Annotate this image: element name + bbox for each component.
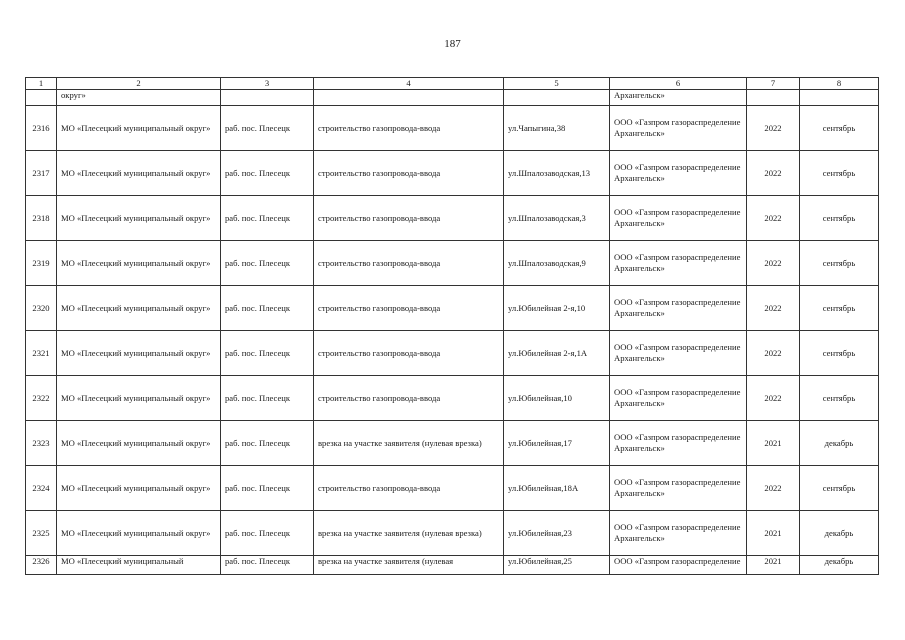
cell-district: МО «Плесецкий муниципальный округ»: [57, 151, 221, 196]
cell-month: сентябрь: [800, 466, 879, 511]
cell-address: ул.Чапыгина,38: [504, 106, 610, 151]
cell-district: МО «Плесецкий муниципальный округ»: [57, 511, 221, 556]
cell-address: ул.Юбилейная,23: [504, 511, 610, 556]
cell-settlement: раб. пос. Плесецк: [221, 556, 314, 575]
cell-settlement: раб. пос. Плесецк: [221, 511, 314, 556]
cell-month: сентябрь: [800, 331, 879, 376]
table-row: [26, 421, 879, 466]
cell-month: [800, 90, 879, 106]
cell-settlement: раб. пос. Плесецк: [221, 151, 314, 196]
cell-work: строительство газопровода-ввода: [314, 331, 504, 376]
cell-num: 2318: [26, 196, 57, 241]
cell-settlement: [221, 90, 314, 106]
cell-year: 2021: [747, 556, 800, 575]
cell-month: сентябрь: [800, 106, 879, 151]
column-header: 5: [504, 78, 610, 90]
cell-address: ул.Юбилейная 2-я,1А: [504, 331, 610, 376]
cell-address: ул.Юбилейная,10: [504, 376, 610, 421]
cell-work: врезка на участке заявителя (нулевая: [314, 556, 504, 575]
cell-address: ул.Шпалозаводская,13: [504, 151, 610, 196]
cell-district: МО «Плесецкий муниципальный: [57, 556, 221, 575]
cell-district: МО «Плесецкий муниципальный округ»: [57, 106, 221, 151]
cell-month: декабрь: [800, 421, 879, 466]
cell-address: ул.Шпалозаводская,9: [504, 241, 610, 286]
cell-num: 2319: [26, 241, 57, 286]
cell-num: 2317: [26, 151, 57, 196]
cell-year: 2022: [747, 106, 800, 151]
table-row: [26, 106, 879, 151]
table-row: [26, 466, 879, 511]
cell-address: ул.Юбилейная 2-я,10: [504, 286, 610, 331]
cell-year: 2022: [747, 241, 800, 286]
column-header: 1: [26, 78, 57, 90]
cell-month: декабрь: [800, 511, 879, 556]
column-header: 6: [610, 78, 747, 90]
cell-operator: ООО «Газпром газораспределение: [610, 556, 747, 575]
column-header: 4: [314, 78, 504, 90]
cell-work: [314, 90, 504, 106]
cell-year: 2021: [747, 511, 800, 556]
cell-month: сентябрь: [800, 151, 879, 196]
cell-work: врезка на участке заявителя (нулевая врезка): [314, 421, 504, 466]
cell-district: МО «Плесецкий муниципальный округ»: [57, 241, 221, 286]
cell-settlement: раб. пос. Плесецк: [221, 466, 314, 511]
cell-year: 2022: [747, 151, 800, 196]
table-row: [26, 196, 879, 241]
column-header: 7: [747, 78, 800, 90]
cell-num: 2320: [26, 286, 57, 331]
cell-work: врезка на участке заявителя (нулевая врезка): [314, 511, 504, 556]
cell-operator: ООО «Газпром газораспределение Архангельск»: [610, 421, 747, 466]
cell-year: 2022: [747, 376, 800, 421]
header-row: [26, 78, 879, 90]
column-header: 3: [221, 78, 314, 90]
cell-settlement: раб. пос. Плесецк: [221, 421, 314, 466]
cell-address: ул.Юбилейная,18А: [504, 466, 610, 511]
cell-work: строительство газопровода-ввода: [314, 151, 504, 196]
cell-work: строительство газопровода-ввода: [314, 106, 504, 151]
column-header: 2: [57, 78, 221, 90]
cell-operator: Архангельск»: [610, 90, 747, 106]
cell-address: ул.Шпалозаводская,3: [504, 196, 610, 241]
table-row: [26, 331, 879, 376]
cell-operator: ООО «Газпром газораспределение Архангельск»: [610, 331, 747, 376]
cell-settlement: раб. пос. Плесецк: [221, 196, 314, 241]
cell-district: МО «Плесецкий муниципальный округ»: [57, 331, 221, 376]
cell-settlement: раб. пос. Плесецк: [221, 286, 314, 331]
cell-year: 2022: [747, 286, 800, 331]
cell-settlement: раб. пос. Плесецк: [221, 376, 314, 421]
cell-operator: ООО «Газпром газораспределение Архангельск»: [610, 376, 747, 421]
cell-year: [747, 90, 800, 106]
table-row: [26, 151, 879, 196]
cell-district: МО «Плесецкий муниципальный округ»: [57, 286, 221, 331]
cell-operator: ООО «Газпром газораспределение Архангельск»: [610, 286, 747, 331]
cell-address: ул.Юбилейная,25: [504, 556, 610, 575]
cell-district: МО «Плесецкий муниципальный округ»: [57, 196, 221, 241]
cell-month: сентябрь: [800, 196, 879, 241]
cell-year: 2022: [747, 196, 800, 241]
cell-operator: ООО «Газпром газораспределение Архангельск»: [610, 106, 747, 151]
cell-num: 2326: [26, 556, 57, 575]
cell-num: 2316: [26, 106, 57, 151]
column-header: 8: [800, 78, 879, 90]
cell-num: 2321: [26, 331, 57, 376]
cell-settlement: раб. пос. Плесецк: [221, 106, 314, 151]
cell-work: строительство газопровода-ввода: [314, 196, 504, 241]
cell-year: 2022: [747, 331, 800, 376]
table-row: [26, 241, 879, 286]
cell-operator: ООО «Газпром газораспределение Архангельск»: [610, 151, 747, 196]
cell-district: МО «Плесецкий муниципальный округ»: [57, 466, 221, 511]
cell-settlement: раб. пос. Плесецк: [221, 331, 314, 376]
cell-month: декабрь: [800, 556, 879, 575]
table-row-partial: [26, 556, 879, 575]
cell-year: 2022: [747, 466, 800, 511]
cell-month: сентябрь: [800, 286, 879, 331]
page-number: 187: [444, 38, 461, 50]
cell-settlement: раб. пос. Плесецк: [221, 241, 314, 286]
cell-num: [26, 90, 57, 106]
cell-district: МО «Плесецкий муниципальный округ»: [57, 421, 221, 466]
cell-num: 2325: [26, 511, 57, 556]
cell-work: строительство газопровода-ввода: [314, 241, 504, 286]
cell-operator: ООО «Газпром газораспределение Архангельск»: [610, 241, 747, 286]
table-row: [26, 286, 879, 331]
cell-operator: ООО «Газпром газораспределение Архангельск»: [610, 466, 747, 511]
cell-num: 2323: [26, 421, 57, 466]
cell-year: 2021: [747, 421, 800, 466]
cell-num: 2324: [26, 466, 57, 511]
cell-work: строительство газопровода-ввода: [314, 286, 504, 331]
cell-operator: ООО «Газпром газораспределение Архангельск»: [610, 196, 747, 241]
cell-address: [504, 90, 610, 106]
table-row: [26, 376, 879, 421]
cell-district: округ»: [57, 90, 221, 106]
cell-month: сентябрь: [800, 376, 879, 421]
cell-month: сентябрь: [800, 241, 879, 286]
cell-operator: ООО «Газпром газораспределение Архангельск»: [610, 511, 747, 556]
cell-work: строительство газопровода-ввода: [314, 466, 504, 511]
cell-district: МО «Плесецкий муниципальный округ»: [57, 376, 221, 421]
cell-address: ул.Юбилейная,17: [504, 421, 610, 466]
table-row: [26, 511, 879, 556]
cell-num: 2322: [26, 376, 57, 421]
register-table: [25, 77, 879, 575]
continuation-row: [26, 90, 879, 106]
cell-work: строительство газопровода-ввода: [314, 376, 504, 421]
